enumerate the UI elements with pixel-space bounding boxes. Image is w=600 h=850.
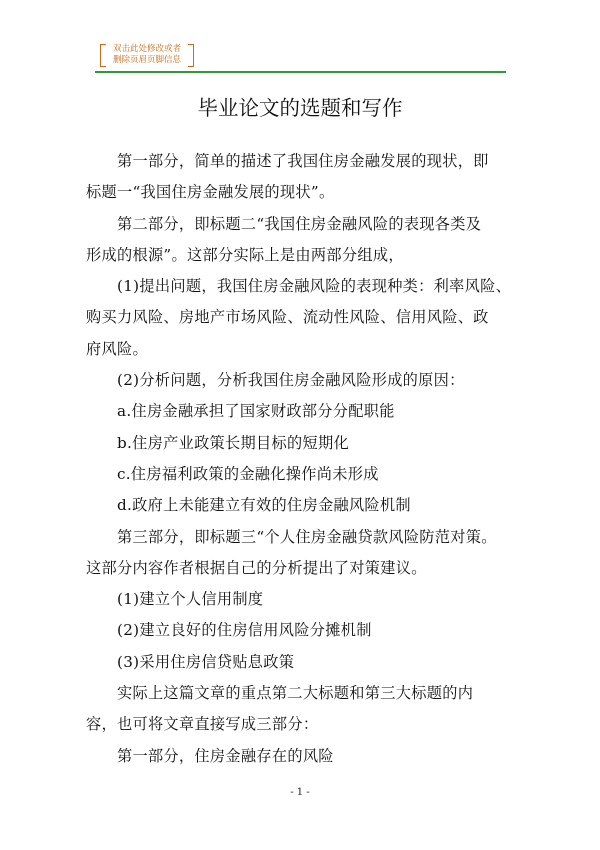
body-line: 第二部分，即标题二“我国住房金融风险的表现各类及: [86, 214, 482, 233]
body-line: 形成的根源”。这部分实际上是由两部分组成，: [86, 245, 404, 264]
body-line: 第一部分，简单的描述了我国住房金融发展的现状，即: [86, 152, 489, 170]
header-divider: [95, 71, 506, 73]
body-line: 实际上这篇文章的重点第二大标题和第三大标题的内: [86, 684, 474, 703]
body-line: d.政府上未能建立有效的住房金融风险机制: [86, 496, 411, 515]
body-line: 府风险。: [86, 339, 148, 358]
page-number: - 1 -: [290, 787, 310, 798]
body-line: c.住房福利政策的金融化操作尚未形成: [86, 464, 379, 483]
body-line: (3)采用住房信贷贴息政策: [86, 652, 295, 671]
body-line: 这部分内容作者根据自己的分析提出了对策建议。: [86, 558, 427, 577]
header-footer-edit-note[interactable]: [100, 44, 194, 67]
body-line: (2)建立良好的住房信用风险分摊机制: [86, 621, 372, 640]
body-line: (1)建立个人信用制度: [86, 590, 264, 609]
document-body: [86, 146, 522, 772]
header-note-line-1: 双击此处修改或者: [112, 44, 181, 54]
body-line: (1)提出问题，我国住房金融风险的表现种类：利率风险、: [86, 277, 512, 296]
page-title: 毕业论文的选题和写作: [197, 96, 403, 120]
body-line: 第一部分，住房金融存在的风险: [86, 746, 334, 765]
header-note-line-2: 删除页眉页脚信息: [112, 55, 181, 65]
body-line: 容，也可将文章直接写成三部分：: [86, 715, 319, 734]
body-line: (2)分析问题，分析我国住房金融风险形成的原因：: [86, 371, 465, 390]
body-line: 购买力风险、房地产市场风险、流动性风险、信用风险、政: [86, 308, 489, 327]
body-line: a.住房金融承担了国家财政部分分配职能: [86, 402, 395, 421]
body-line: 标题一“我国住房金融发展的现状”。: [86, 183, 335, 202]
body-line: 第三部分，即标题三“个人住房金融贷款风险防范对策。: [86, 527, 497, 546]
body-line: b.住房产业政策长期目标的短期化: [86, 433, 349, 452]
